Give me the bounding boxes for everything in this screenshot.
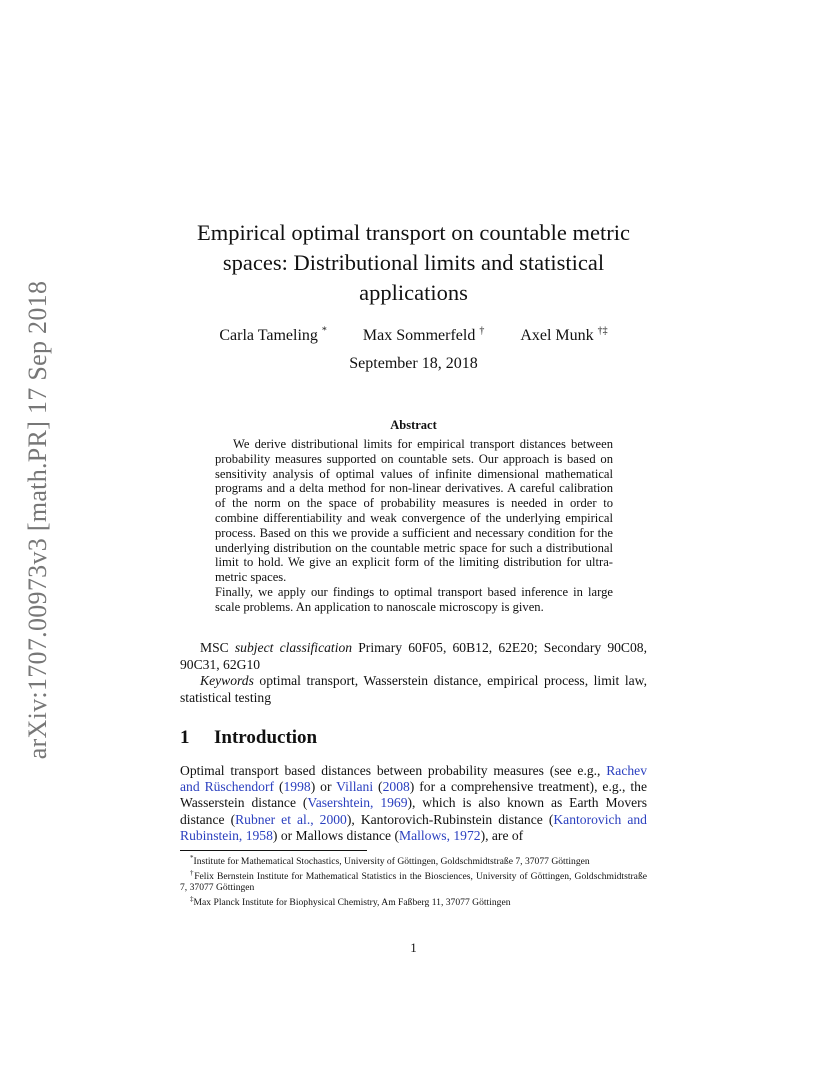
footnote-text: Felix Bernstein Institute for Mathematical Statistics in the Biosciences, University of Göttingen, Goldschmidtstraße 7, 37077 Göttingen bbox=[180, 870, 647, 894]
footnote-mark: * bbox=[190, 854, 194, 862]
footnote-1 bbox=[180, 853, 647, 868]
author-affiliation-mark: †‡ bbox=[597, 326, 608, 337]
page-number: 1 bbox=[410, 940, 417, 955]
author-3 bbox=[520, 327, 607, 344]
title-line-1: Empirical optimal transport on countable metric bbox=[197, 220, 630, 245]
arxiv-identifier-stamp: arXiv:1707.00973v3 [math.PR] 17 Sep 2018 bbox=[23, 280, 52, 760]
author-name: Max Sommerfeld bbox=[362, 327, 476, 345]
intro-text: ), are of bbox=[480, 827, 524, 843]
footnote-mark: ‡ bbox=[190, 894, 194, 903]
footnote-text: Institute for Mathematical Stochastics, University of Göttingen, Goldschmidtstraße 7, 37077 Göttingen bbox=[193, 856, 590, 868]
author-name: Axel Munk bbox=[520, 327, 594, 345]
footnote-2 bbox=[180, 868, 647, 894]
abstract-paragraph-2: Finally, we apply our findings to optimal transport based inference in large scale problems. An application to nanoscale microscopy is given. bbox=[215, 584, 613, 614]
paper-date: September 18, 2018 bbox=[349, 355, 478, 372]
footnote-rule bbox=[180, 850, 367, 851]
intro-text: ( bbox=[373, 779, 383, 795]
section-title: Introduction bbox=[214, 727, 318, 748]
intro-text: ) for a comprehensive treatment), e.g., the Wasserstein distance ( bbox=[180, 779, 647, 811]
section-heading bbox=[180, 727, 647, 749]
citation-link[interactable]: Mallows, 1972 bbox=[399, 827, 481, 843]
msc-classification bbox=[180, 640, 647, 673]
citation-link[interactable]: 2008 bbox=[382, 779, 410, 795]
abstract-paragraph-1: We derive distributional limits for empirical transport distances between probability measures supported on countable sets. Our approach is based on sensitivity analysis of optimal values of infinite dimensional mathematical programs and a delta method for non-linear derivatives. A careful calibration of the norm on the space of probability measures is needed in order to combine differentiability and weak convergence of the underlying empirical process. Based on this we provide a sufficient and necessary condition for the underlying distribution on the countable metric space for such a distributional limit to hold. We give an explicit form of the limiting distribution for ultra-metric spaces. bbox=[215, 437, 613, 585]
author-affiliation-mark: * bbox=[321, 326, 327, 337]
intro-text: ), which is also known as Earth Movers distance ( bbox=[180, 795, 647, 827]
intro-text: Optimal transport based distances between probability measures (see e.g., bbox=[180, 763, 607, 778]
author-affiliation-mark: † bbox=[479, 326, 485, 337]
keywords bbox=[180, 673, 647, 706]
footnote-mark: † bbox=[190, 868, 195, 877]
footnotes bbox=[180, 853, 647, 909]
intro-text: ), Kantorovich-Rubinstein distance ( bbox=[346, 811, 554, 827]
citation-link[interactable]: Rubner et al., 2000 bbox=[235, 811, 347, 827]
title-line-2: spaces: Distributional limits and statistical bbox=[222, 250, 605, 275]
author-name: Carla Tameling bbox=[219, 327, 318, 345]
introduction-text bbox=[180, 763, 647, 844]
msc-label: MSC bbox=[200, 640, 229, 655]
footnote-3 bbox=[180, 894, 647, 909]
abstract-body bbox=[215, 437, 613, 615]
title-line-3: applications bbox=[359, 280, 468, 305]
citation-link[interactable]: Rachev and Rüschendorf bbox=[180, 763, 647, 795]
author-list bbox=[180, 322, 647, 346]
author-1 bbox=[219, 327, 327, 344]
intro-text: ) or bbox=[310, 779, 337, 795]
classification-block bbox=[180, 640, 647, 706]
msc-codes: Primary 60F05, 60B12, 62E20; Secondary 90C08, 90C31, 62G10 bbox=[180, 640, 647, 672]
paper-title bbox=[180, 218, 647, 308]
section-number: 1 bbox=[180, 727, 190, 748]
intro-text: ) or Mallows distance ( bbox=[272, 827, 399, 843]
footnote-text: Max Planck Institute for Biophysical Chemistry, Am Faßberg 11, 37077 Göttingen bbox=[193, 897, 511, 909]
keywords-text: optimal transport, Wasserstein distance, empirical process, limit law, statistical testing bbox=[180, 673, 648, 705]
citation-link[interactable]: Kantorovich and Rubinstein, 1958 bbox=[180, 811, 647, 843]
citation-link[interactable]: 1998 bbox=[283, 779, 311, 795]
msc-italic-label: subject classification bbox=[234, 640, 353, 655]
intro-paragraph bbox=[180, 763, 647, 844]
citation-link[interactable]: Vasershtein, 1969 bbox=[307, 795, 408, 811]
arxiv-sidebar bbox=[18, 270, 58, 770]
author-2 bbox=[363, 327, 484, 344]
keywords-label: Keywords bbox=[200, 673, 254, 688]
citation-link[interactable]: Villani bbox=[336, 779, 374, 795]
abstract-heading: Abstract bbox=[390, 418, 437, 432]
intro-text: ( bbox=[274, 779, 284, 795]
